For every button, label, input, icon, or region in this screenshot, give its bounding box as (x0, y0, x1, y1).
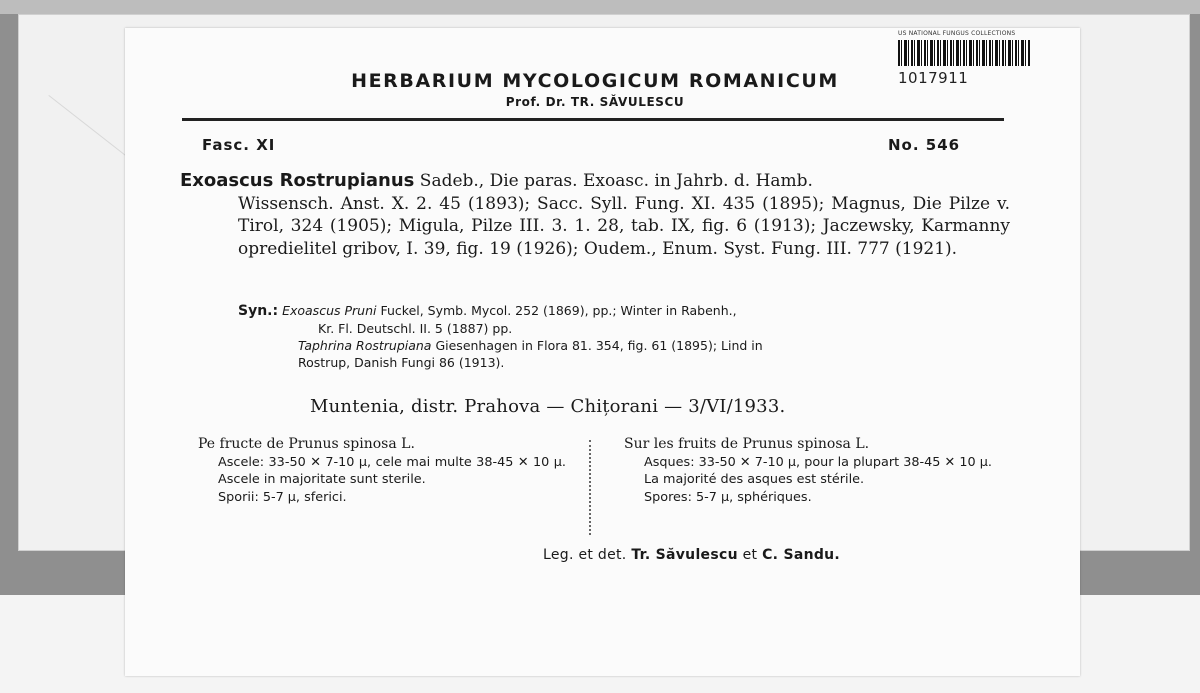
asci-romanian: Ascele: 33-50 ✕ 7-10 μ, cele mai multe 38-45 ✕ 10 μ. Ascele in majoritate sunt sterile. (218, 454, 566, 487)
synonym-2-text: Giesenhagen in Flora 81. 354, fig. 61 (1895); Lind in (435, 338, 763, 353)
species-references: Wissensch. Anst. X. 2. 45 (1893); Sacc. Syll. Fung. XI. 435 (1895); Magnus, Die Pilze v. Tirol, 324 (1905); Migula, Pilze III. 3. 1. 28, tab. IX, fig. 6 (1913); Jaczewsky, Karmanny opredielitel gribov, I. 39, fig. 19 (1926); Oudem., Enum. Syst. Fung. III. 777 (1921). (238, 193, 1010, 259)
synonym-2-cont: Rostrup, Danish Fungi 86 (1913). (298, 355, 505, 370)
asci-french: Asques: 33-50 ✕ 7-10 μ, pour la plupart 38-45 ✕ 10 μ. La majorité des asques est stérile. (644, 454, 992, 487)
species-authority: Sadeb., Die paras. Exoasc. in Jahrb. d. Hamb. (419, 171, 813, 191)
synonyms-label: Syn.: (238, 303, 279, 319)
host-french: Sur les fruits de Prunus spinosa L. (624, 436, 870, 452)
synonyms (238, 302, 1008, 371)
specimen-number: No. 546 (888, 136, 961, 154)
synonym-1-text: Fuckel, Symb. Mycol. 252 (1869), pp.; Winter in Rabenh., (380, 303, 737, 318)
title-rule (182, 118, 1004, 121)
description-french (622, 436, 992, 506)
collector-2: C. Sandu. (762, 547, 841, 563)
locality: Muntenia, distr. Prahova — Chițorani — 3/VI/1933. (310, 396, 786, 417)
label-subtitle: Prof. Dr. TR. SĂVULESCU (505, 95, 685, 109)
synonym-1-name: Exoascus Pruni (282, 303, 377, 318)
legit (543, 547, 840, 563)
barcode-number: 1017911 (898, 69, 969, 87)
collector-1: Tr. Săvulescu (631, 547, 738, 563)
barcode-institution: US NATIONAL FUNGUS COLLECTIONS (898, 30, 1016, 37)
synonym-1-cont: Kr. Fl. Deutschl. II. 5 (1887) pp. (318, 321, 513, 336)
barcode (898, 30, 1038, 100)
description-romanian (196, 436, 566, 506)
fascicle: Fasc. XI (202, 136, 276, 154)
column-divider (589, 440, 591, 535)
barcode-bars (898, 40, 1030, 66)
species-name: Exoascus Rostrupianus (180, 170, 415, 191)
legit-conj: et (742, 547, 758, 563)
species-citation (180, 170, 1010, 260)
spores-romanian: Sporii: 5-7 μ, sferici. (218, 489, 347, 505)
background-top (0, 0, 1200, 14)
host-romanian: Pe fructe de Prunus spinosa L. (198, 436, 415, 452)
label-title: HERBARIUM MYCOLOGICUM ROMANICUM (351, 70, 839, 92)
legit-prefix: Leg. et det. (543, 547, 627, 563)
synonym-2-name: Taphrina Rostrupiana (298, 338, 432, 353)
spores-french: Spores: 5-7 μ, sphériques. (644, 489, 812, 505)
